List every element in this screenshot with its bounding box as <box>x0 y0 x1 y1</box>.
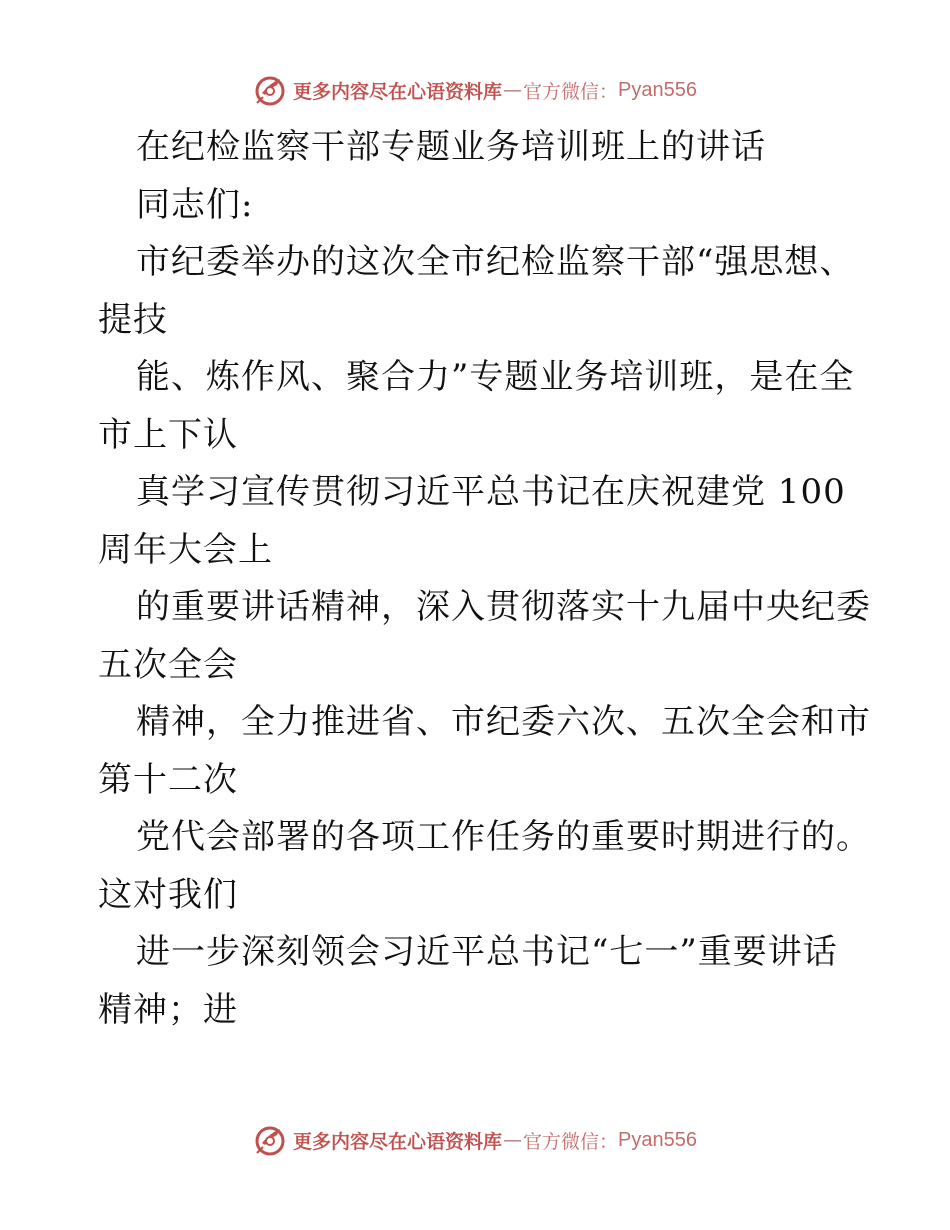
paragraph-line: 精神，全力推进省、市纪委六次、五次全会和市 <box>136 702 871 742</box>
paragraph-line: 进一步深刻领会习近平总书记“七一”重要讲话 <box>136 932 838 972</box>
paragraph-line: 周年大会上 <box>98 529 273 570</box>
paragraph-line: 这对我们 <box>98 874 238 915</box>
banner-dash: — <box>503 1129 523 1151</box>
paragraph-line: 的重要讲话精神，深入贯彻落实十九届中央纪委 <box>136 587 871 627</box>
document-title: 在纪检监察干部专题业务培训班上的讲话 <box>136 127 766 167</box>
banner-wechat-id: Pyan556 <box>618 1128 697 1151</box>
document-body <box>98 119 871 1039</box>
paragraph-line: 能、炼作风、聚合力”专题业务培训班，是在全 <box>136 357 855 397</box>
paragraph-line: 市纪委举办的这次全市纪检监察干部“强思想、 <box>136 242 855 282</box>
paragraph-line: 市上下认 <box>98 414 238 455</box>
banner-wechat-label: 官方微信： <box>523 1130 619 1153</box>
paragraph-line: 精神；进 <box>98 989 238 1030</box>
paragraph-line: 提技 <box>98 299 168 340</box>
header-banner <box>0 70 950 110</box>
banner-wechat-id: Pyan556 <box>618 78 697 101</box>
greeting: 同志们: <box>136 184 254 225</box>
banner-wechat-label: 官方微信： <box>523 80 619 103</box>
banner-library-text: 更多内容尽在心语资料库 <box>293 80 503 103</box>
library-logo-icon <box>253 1123 287 1157</box>
paragraph-line: 第十二次 <box>98 759 238 800</box>
paragraph-line: 党代会部署的各项工作任务的重要时期进行的。 <box>136 817 871 857</box>
paragraph-line: 五次全会 <box>98 644 238 685</box>
paragraph-line: 真学习宣传贯彻习近平总书记在庆祝建党 100 <box>136 472 846 512</box>
banner-dash: — <box>503 79 523 101</box>
banner-library-text: 更多内容尽在心语资料库 <box>293 1130 503 1153</box>
footer-banner <box>0 1120 950 1160</box>
library-logo-icon <box>253 73 287 107</box>
